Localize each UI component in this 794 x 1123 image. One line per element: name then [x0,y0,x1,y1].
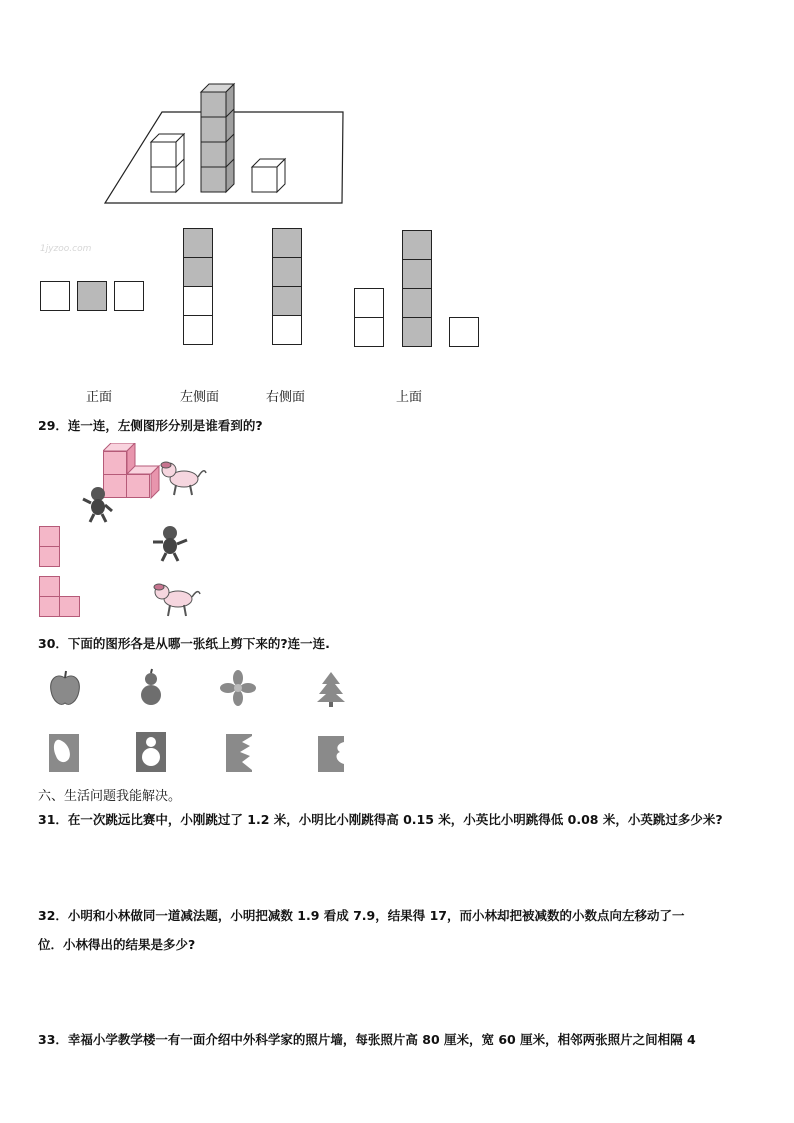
flower-shape-icon [220,670,256,706]
label-top: 上面 [396,390,423,405]
label-left-side: 左侧面 [180,390,220,405]
question-29: 29．连一连，左侧图形分别是谁看到的? [38,418,263,433]
paper-sheet-2-icon [134,730,168,774]
section-6-heading: 六、生活问题我能解决。 [38,789,182,804]
cube-stack-figure [100,80,350,210]
gourd-shape-icon [136,668,166,708]
question-31: 31．在一次跳远比赛中，小刚跳过了 1.2 米，小明比小刚跳得高 0.15 米，小英比小明跳得低 0.08 米，小英跳过多少米? [38,812,723,827]
monkey-icon [80,485,116,523]
label-front: 正面 [86,390,113,405]
question-32-line-1: 32．小明和小林做同一道减法题，小明把减数 1.9 看成 7.9，结果得 17，而小林却把被减数的小数点向左移动了一 [38,908,685,923]
left-cube-stack [151,134,184,192]
apple-shape-icon [48,670,82,708]
single-cube [252,159,285,192]
watermark-text: 1jyzoo.com [40,244,92,254]
paper-sheet-4-icon [316,734,348,774]
dog-icon [158,459,208,499]
question-32-line-2: 位．小林得出的结果是多少? [38,937,196,952]
monkey-option-icon [150,524,190,562]
dog-option-icon [150,582,202,618]
paper-sheet-1-icon [46,732,82,774]
tall-cube-stack [201,84,234,192]
tree-shape-icon [314,670,348,708]
paper-sheet-3-icon [224,732,254,774]
label-right-side: 右侧面 [266,390,306,405]
question-30: 30．下面的图形各是从哪一张纸上剪下来的?连一连. [38,636,330,651]
question-33: 33．幸福小学教学楼一有一面介绍中外科学家的照片墙，每张照片高 80 厘米，宽 60 厘米，相邻两张照片之间相隔 4 [38,1032,696,1047]
